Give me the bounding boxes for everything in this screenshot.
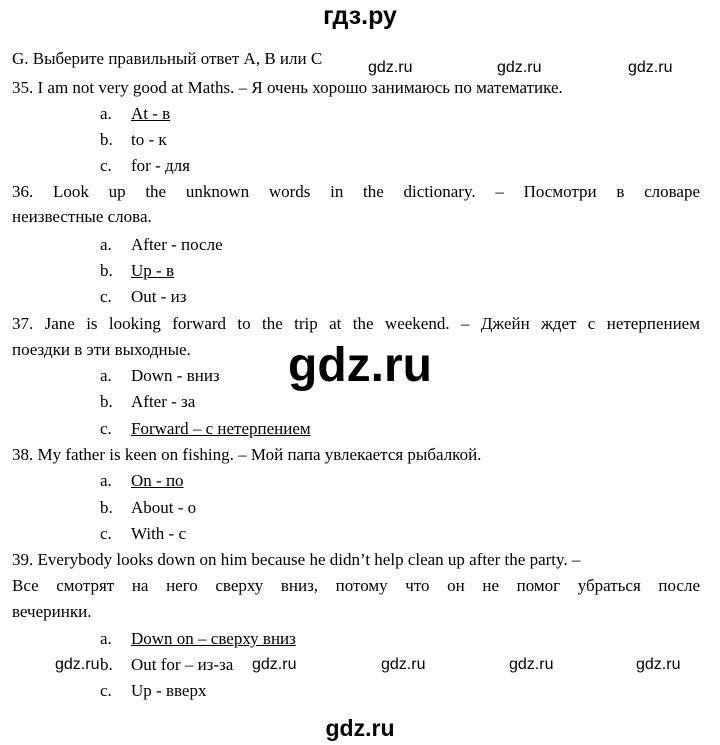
q37-option-a-letter: a. — [100, 366, 112, 385]
question-39-text-cont-2: вечеринки. — [12, 602, 92, 621]
watermark-bottom-4: gdz.ru — [509, 656, 554, 673]
watermark-bottom-1: gdz.ru — [55, 656, 100, 673]
q39-option-c-text: Up - вверх — [131, 681, 207, 700]
watermark-top-3: gdz.ru — [628, 59, 673, 76]
q35-option-c-letter: c. — [100, 156, 112, 175]
q35-option-a-text: At - в — [131, 104, 171, 123]
q37-option-c-text: Forward – с нетерпением — [131, 419, 311, 438]
q35-option-c-text: for - для — [131, 156, 190, 175]
q39-option-a-text: Down on – сверху вниз — [131, 629, 296, 648]
question-36-text: 36. Look up the unknown words in the dictionary. – Посмотри в словаре — [12, 182, 700, 201]
q35-option-a-letter: a. — [100, 104, 112, 123]
q38-option-c-text: With - с — [131, 524, 187, 543]
watermark-bottom-5: gdz.ru — [636, 656, 681, 673]
q35-option-b-letter: b. — [100, 130, 113, 149]
q36-option-c-text: Out - из — [131, 287, 187, 306]
q37-option-c-letter: c. — [100, 419, 112, 438]
question-37-text: 37. Jane is looking forward to the trip at the weekend. – Джейн ждет с нетерпением — [12, 314, 700, 333]
q36-option-a-text: After - после — [131, 235, 223, 254]
q38-option-b-letter: b. — [100, 498, 113, 517]
q36-option-c-letter: c. — [100, 287, 112, 306]
q37-option-b-text: After - за — [131, 392, 196, 411]
watermark-bottom-3: gdz.ru — [381, 656, 426, 673]
question-39-text: 39. Everybody looks down on him because he didn’t help clean up after the party. – — [12, 550, 581, 569]
watermark-top-1: gdz.ru — [368, 59, 413, 76]
q38-option-a-letter: a. — [100, 471, 112, 490]
q37-option-a-text: Down - вниз — [131, 366, 220, 385]
watermark-center: gdz.ru — [288, 339, 432, 392]
q38-option-a-text: On - по — [131, 471, 184, 490]
watermark-footer: gdz.ru — [325, 715, 395, 741]
q36-option-b-letter: b. — [100, 261, 113, 280]
q35-option-b-text: to - к — [131, 130, 167, 149]
q39-option-b-text: Out for – из-за — [131, 655, 234, 674]
q39-option-c-letter: c. — [100, 681, 112, 700]
question-38-text: 38. My father is keen on fishing. – Мой папа увлекается рыбалкой. — [12, 445, 482, 464]
task-instruction: G. Выберите правильный ответ A, B или C — [12, 49, 323, 68]
q38-option-b-text: About - о — [131, 498, 197, 517]
q36-option-a-letter: a. — [100, 235, 112, 254]
question-36-text-cont: неизвестные слова. — [12, 207, 152, 226]
watermark-top-2: gdz.ru — [497, 59, 542, 76]
q38-option-c-letter: c. — [100, 524, 112, 543]
q37-option-b-letter: b. — [100, 392, 113, 411]
q39-option-b-letter: b. — [100, 655, 113, 674]
site-title: гдз.ру — [323, 2, 397, 30]
q39-option-a-letter: a. — [100, 629, 112, 648]
question-39-text-cont: Все смотрят на него сверху вниз, потому что он не помог убраться после — [12, 576, 700, 595]
q36-option-b-text: Up - в — [131, 261, 174, 280]
watermark-bottom-2: gdz.ru — [252, 656, 297, 673]
question-37-text-cont: поездки в эти выходные. — [12, 340, 191, 359]
question-35-text: 35. I am not very good at Maths. – Я очень хорошо занимаюсь по математике. — [12, 78, 563, 97]
